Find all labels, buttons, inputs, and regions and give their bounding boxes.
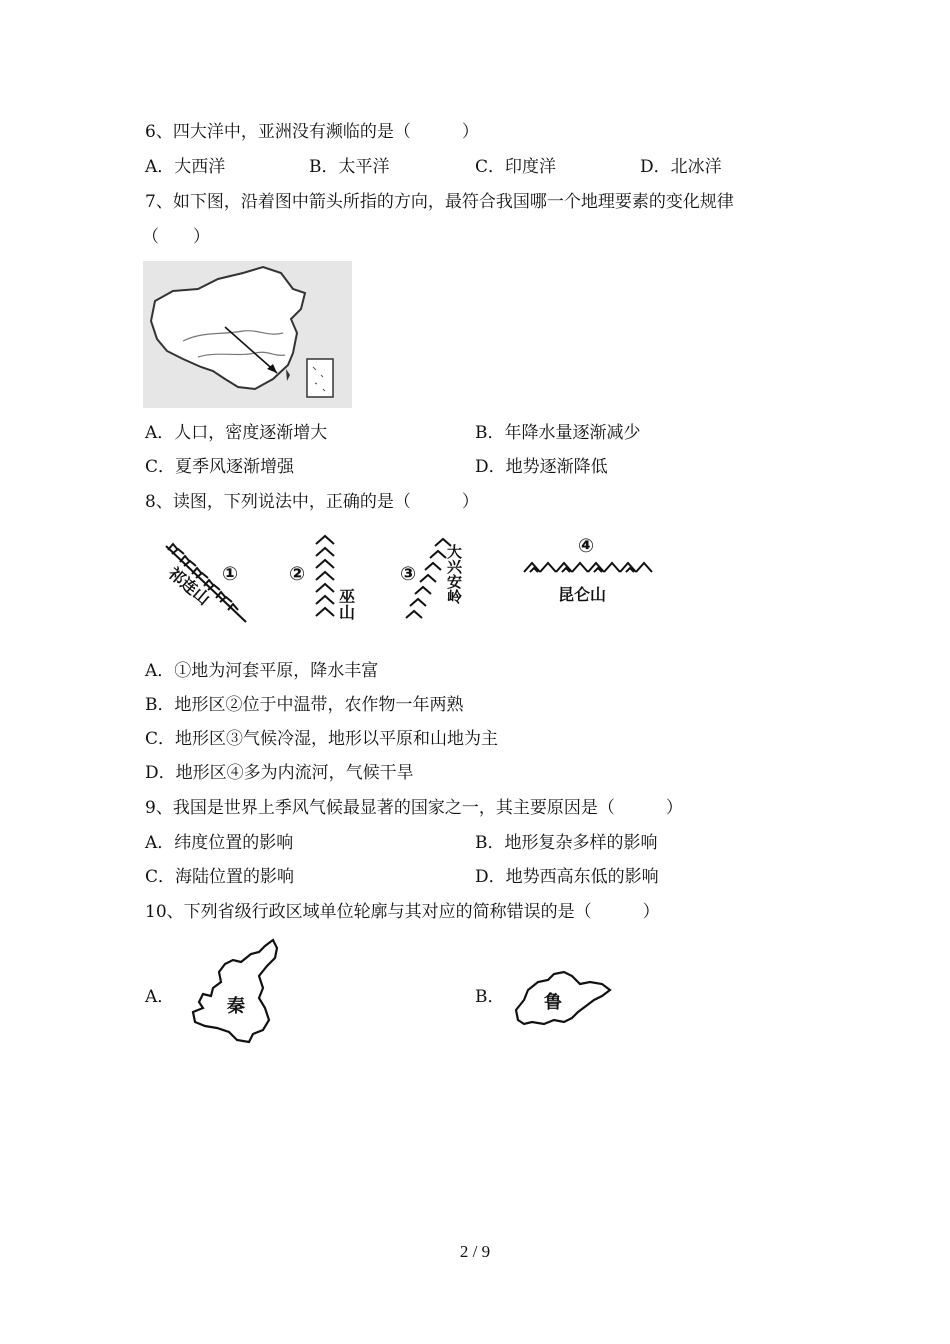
q7-option-b: B．年降水量逐渐减少 (475, 423, 641, 443)
m1-label: 祁连山 (164, 563, 214, 609)
m2-number: ② (289, 563, 306, 585)
mountain-ranges-figure (150, 528, 660, 628)
m3-number: ③ (400, 563, 417, 585)
q7-option-d: D．地势逐渐降低 (475, 457, 608, 477)
page-number: 2 / 9 (459, 1242, 491, 1261)
q10-b-label: 鲁 (544, 992, 562, 1013)
kunlun-mountain-symbol (524, 563, 652, 572)
china-map-figure (143, 261, 352, 408)
q10-a-label: 秦 (227, 996, 245, 1017)
q10-option-b: B． (475, 987, 505, 1007)
q9-stem: 9、我国是世界上季风气候最显著的国家之一，其主要原因是（ ） (145, 798, 683, 818)
q6-option-b: B．太平洋 (309, 157, 390, 177)
m1-number: ① (222, 563, 239, 585)
shaanxi-outline-figure (183, 936, 283, 1046)
m4-number: ④ (578, 535, 595, 557)
q10-stem: 10、下列省级行政区域单位轮廓与其对应的简称错误的是（ ） (145, 902, 660, 922)
q6-stem: 6、四大洋中，亚洲没有濒临的是（ ） (145, 122, 479, 142)
q8-option-b: B．地形区②位于中温带，农作物一年两熟 (145, 695, 464, 715)
shaanxi-outline-image (183, 936, 283, 1046)
china-map-arrow-image (143, 261, 352, 408)
shandong-outline-figure (510, 966, 615, 1030)
shandong-outline-image (510, 966, 615, 1030)
q8-option-d: D．地形区④多为内流河，气候干旱 (145, 763, 414, 783)
q9-option-b: B．地形复杂多样的影响 (475, 833, 658, 853)
q6-option-c: C．印度洋 (475, 157, 557, 177)
m4-label: 昆仑山 (558, 585, 607, 604)
q10-option-a: A． (145, 987, 175, 1007)
m2-label: 巫山 (336, 588, 356, 620)
q9-option-a: A．纬度位置的影响 (145, 833, 294, 853)
q9-option-d: D．地势西高东低的影响 (475, 867, 659, 887)
mountain-ranges-image (150, 528, 660, 628)
q8-option-a: A．①地为河套平原，降水丰富 (145, 661, 379, 681)
q8-option-c: C．地形区③气候冷湿，地形以平原和山地为主 (145, 729, 499, 749)
q8-stem: 8、读图，下列说法中，正确的是（ ） (145, 492, 479, 512)
q9-option-c: C．海陆位置的影响 (145, 867, 295, 887)
q6-option-d: D．北冰洋 (640, 157, 722, 177)
q7-option-c: C．夏季风逐渐增强 (145, 457, 295, 477)
m3-label: 大兴安岭 (445, 544, 463, 604)
q7-stem-cont: （ ） (142, 227, 210, 247)
q7-stem: 7、如下图，沿着图中箭头所指的方向，最符合我国哪一个地理要素的变化规律 (145, 192, 734, 212)
q6-option-a: A．大西洋 (145, 157, 226, 177)
wushan-mountain-symbol (316, 536, 334, 616)
q7-option-a: A．人口，密度逐渐增大 (145, 423, 328, 443)
